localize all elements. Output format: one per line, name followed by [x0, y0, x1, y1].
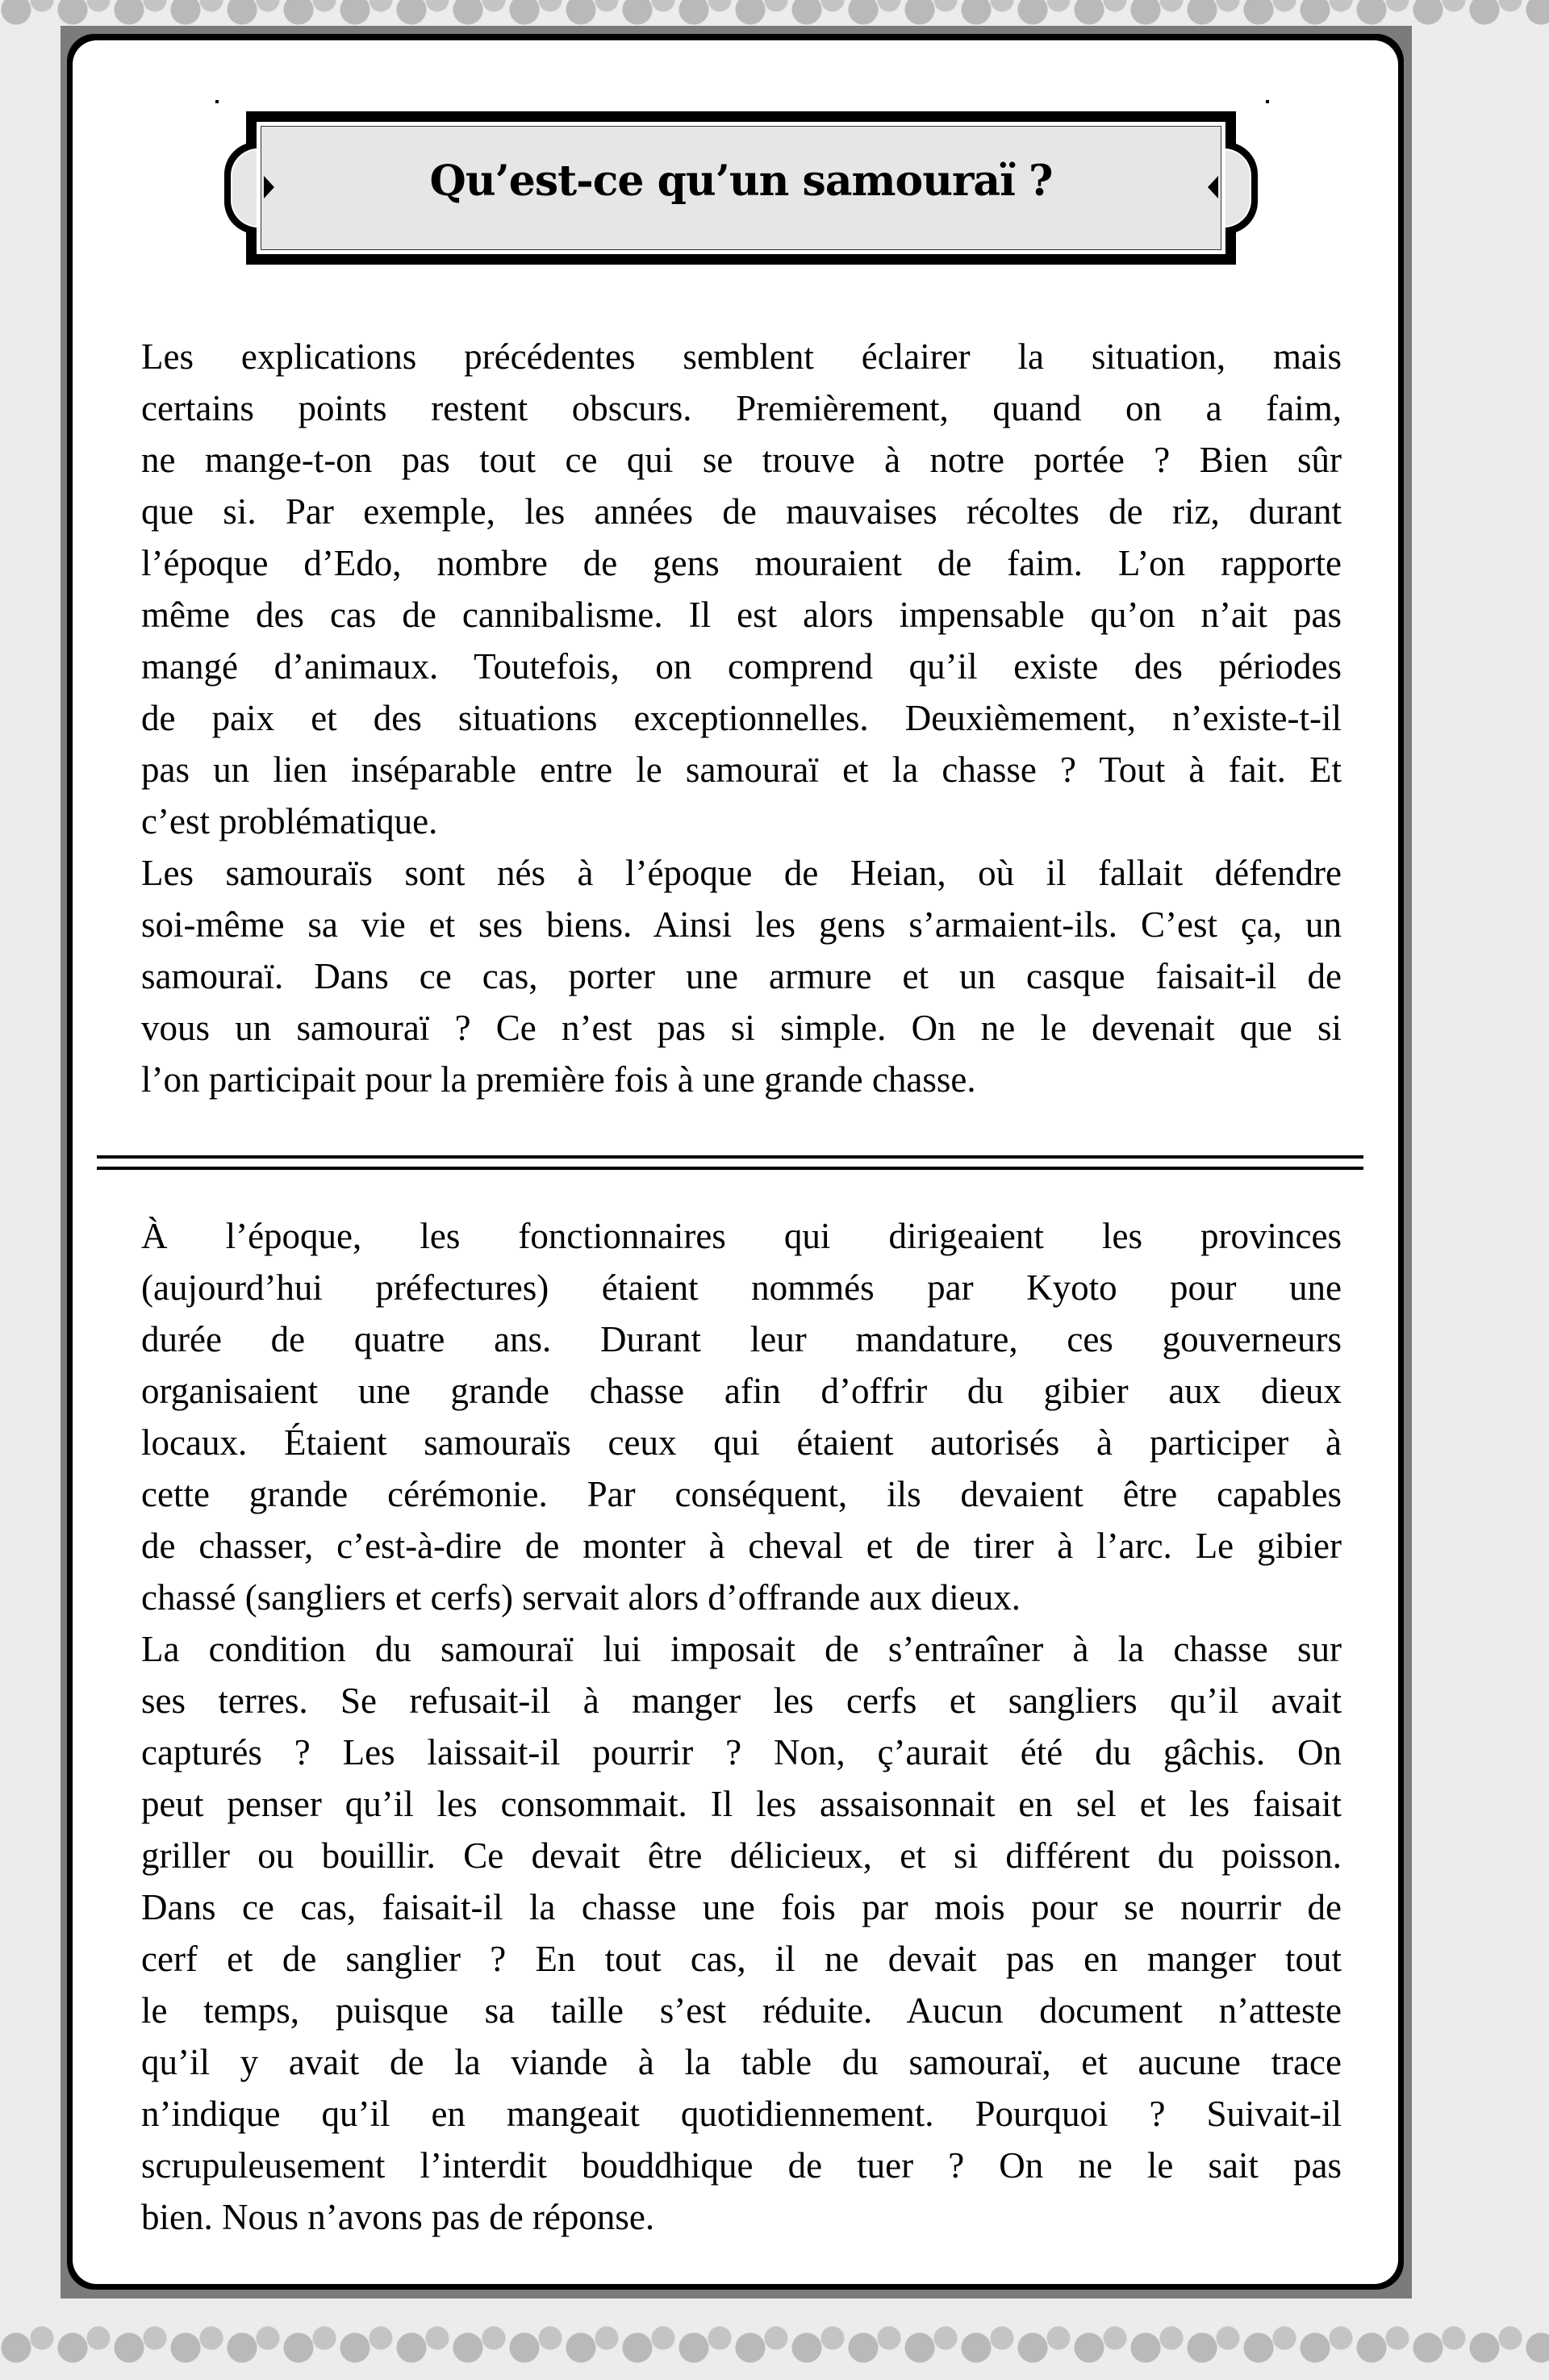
text-line: n’indique qu’il en mangeait quotidiennement. Pourquoi ? Suivait-il — [141, 2094, 1342, 2134]
text-line: cerf et de sanglier ? En tout cas, il ne devait pas en manger tout — [141, 1939, 1342, 1979]
ornamental-cloud-border-bottom — [0, 2324, 1549, 2380]
text-line: Dans ce cas, faisait-il la chasse une fois par mois pour se nourrir de — [141, 1887, 1342, 1927]
text-line: c’est problématique. — [141, 801, 438, 841]
text-line: l’on participait pour la première fois à une grande chasse. — [141, 1059, 976, 1100]
text-line: même des cas de cannibalisme. Il est alors impensable qu’on n’ait pas — [141, 595, 1342, 635]
text-line: l’époque d’Edo, nombre de gens mouraient de faim. L’on rapporte — [141, 543, 1342, 583]
section-divider — [97, 1155, 1363, 1170]
text-line: bien. Nous n’avons pas de réponse. — [141, 2197, 655, 2237]
decorative-dot — [1266, 100, 1269, 103]
text-line: de chasser, c’est-à-dire de monter à cheval et de tirer à l’arc. Le gibier — [141, 1526, 1342, 1566]
decorative-dot — [215, 100, 219, 103]
section-1-text — [141, 331, 1342, 1105]
text-line: ses terres. Se refusait-il à manger les cerfs et sangliers qu’il avait — [141, 1681, 1342, 1721]
text-line: cette grande cérémonie. Par conséquent, ils devaient être capables — [141, 1474, 1342, 1514]
text-line: qu’il y avait de la viande à la table du samouraï, et aucune trace — [141, 2042, 1342, 2082]
page-title: Qu’est-ce qu’un samouraï ? — [429, 157, 1053, 206]
text-line: que si. Par exemple, les années de mauvaises récoltes de riz, durant — [141, 491, 1342, 532]
text-line: capturés ? Les laissait-il pourrir ? Non, ç’aurait été du gâchis. On — [141, 1732, 1342, 1772]
text-line: Les explications précédentes semblent éclairer la situation, mais — [141, 336, 1342, 377]
text-line: certains points restent obscurs. Premièrement, quand on a faim, — [141, 388, 1342, 428]
text-line: chassé (sangliers et cerfs) servait alors d’offrande aux dieux. — [141, 1577, 1021, 1618]
text-line: (aujourd’hui préfectures) étaient nommés par Kyoto pour une — [141, 1267, 1342, 1308]
text-line: scrupuleusement l’interdit bouddhique de tuer ? On ne le sait pas — [141, 2145, 1342, 2186]
text-line: vous un samouraï ? Ce n’est pas si simple. On ne le devenait que si — [141, 1008, 1342, 1048]
text-line: locaux. Étaient samouraïs ceux qui étaient autorisés à participer à — [141, 1422, 1342, 1463]
text-line: Les samouraïs sont nés à l’époque de Heian, où il fallait défendre — [141, 853, 1342, 893]
text-line: griller ou bouillir. Ce devait être délicieux, et si différent du poisson. — [141, 1835, 1342, 1876]
text-line: La condition du samouraï lui imposait de s’entraîner à la chasse sur — [141, 1629, 1342, 1669]
text-line: organisaient une grande chasse afin d’offrir du gibier aux dieux — [141, 1371, 1342, 1411]
text-line: durée de quatre ans. Durant leur mandature, ces gouverneurs — [141, 1319, 1342, 1359]
text-line: ne mange-t-on pas tout ce qui se trouve à notre portée ? Bien sûr — [141, 440, 1342, 480]
text-line: soi-même sa vie et ses biens. Ainsi les gens s’armaient-ils. C’est ça, un — [141, 904, 1342, 945]
text-line: le temps, puisque sa taille s’est réduite. Aucun document n’atteste — [141, 1990, 1342, 2031]
title-banner — [246, 111, 1236, 265]
text-line: samouraï. Dans ce cas, porter une armure et un casque faisait-il de — [141, 956, 1342, 996]
text-line: de paix et des situations exceptionnelles. Deuxièmement, n’existe-t-il — [141, 698, 1342, 738]
text-line: peut penser qu’il les consommait. Il les assaisonnait en sel et les faisait — [141, 1784, 1342, 1824]
text-line: À l’époque, les fonctionnaires qui dirigeaient les provinces — [141, 1216, 1342, 1256]
text-line: mangé d’animaux. Toutefois, on comprend qu’il existe des périodes — [141, 646, 1342, 687]
text-line: pas un lien inséparable entre le samouraï et la chasse ? Tout à fait. Et — [141, 749, 1342, 790]
section-2-text — [141, 1210, 1342, 2243]
